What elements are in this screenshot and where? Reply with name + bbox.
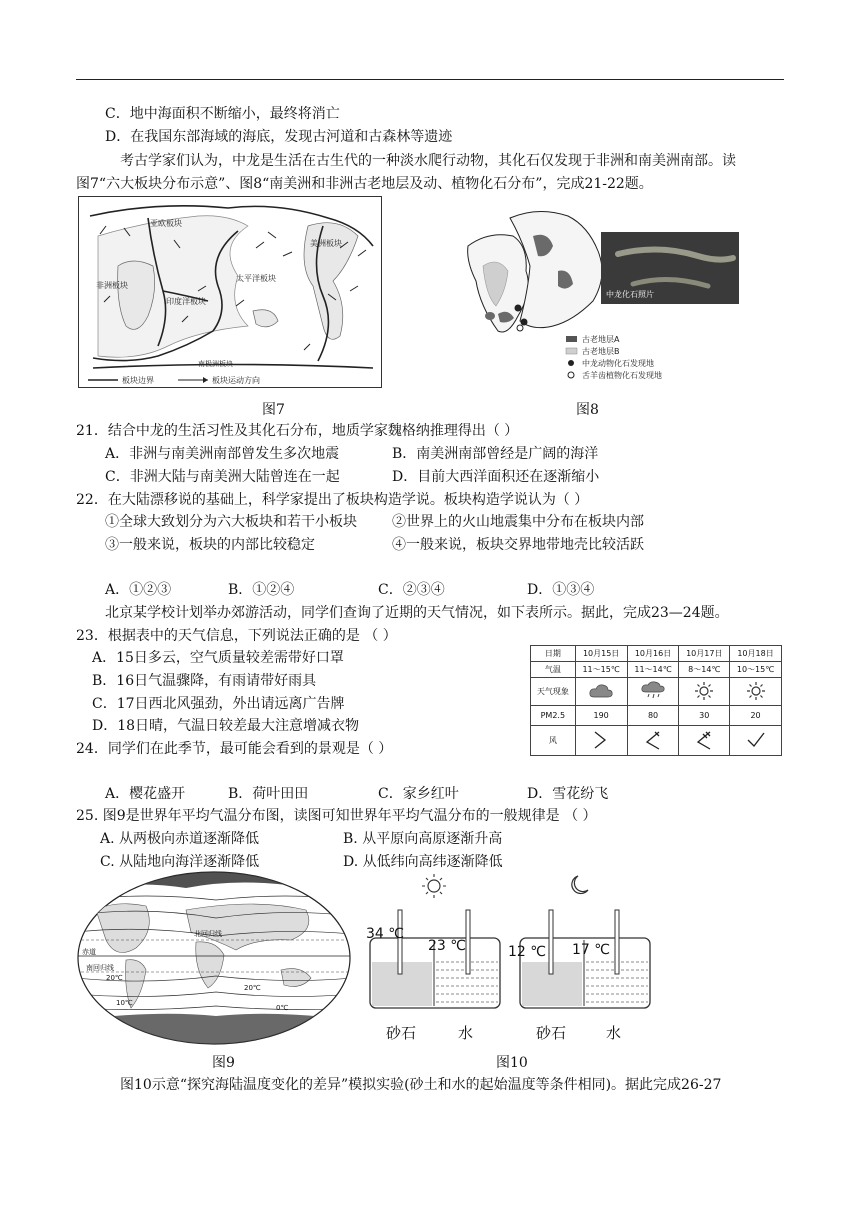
wind-symbol-icon [589, 728, 613, 752]
night-sand-temperature: 12 ℃ [508, 944, 546, 960]
q22-option-d: D．①③④ [527, 582, 595, 598]
q25-option-d: D. 从低纬向高纬逐渐降低 [343, 854, 503, 870]
figure-10-caption: 图10 [496, 1055, 528, 1071]
weather-header-day3: 10月17日 [679, 646, 730, 662]
label-indian-plate: 印度洋板块 [166, 297, 206, 306]
figure-7-caption: 图7 [262, 402, 285, 418]
weather-header-day2: 10月16日 [627, 646, 679, 662]
figure-10-experiment [356, 870, 656, 1050]
label-america-plate: 美洲板块 [310, 239, 342, 248]
q25-stem: 25. 图9是世界年平均气温分布图，读图可知世界年平均气温分布的一般规律是 （ ） [76, 808, 597, 824]
q22-option-b: B．①②④ [228, 582, 295, 598]
intro-paragraph-1: 考古学家们认为，中龙是生活在古生代的一种淡水爬行动物，其化石仅发现于非洲和南美洲南部。读 [120, 153, 736, 169]
sun-icon [694, 681, 714, 701]
label-isotherm-20-east: 20℃ [244, 984, 261, 992]
intro-paragraph-2: 图7“六大板块分布示意”、图8“南美洲和非洲古老地层及动、植物化石分布”，完成21-22题。 [76, 176, 653, 192]
weather-temp-day3: 8～14℃ [679, 662, 730, 678]
legend-plate-motion: 板块运动方向 [212, 376, 260, 385]
weather-wind-label: 风 [531, 726, 576, 756]
label-isotherm-0: 0℃ [276, 1004, 289, 1012]
q24-option-d: D．雪花纷飞 [527, 786, 609, 802]
night-water-temperature: 17 ℃ [572, 942, 610, 958]
header-rule [76, 79, 784, 80]
figure-8-fossil-map [458, 196, 748, 390]
label-eurasia-plate: 亚欧板块 [150, 219, 182, 228]
q24-option-a: A．樱花盛开 [105, 786, 186, 802]
q22-statement-4: ④一般来说，板块交界地带地壳比较活跃 [392, 537, 644, 553]
q21-option-d: D．目前大西洋面积还在逐渐缩小 [392, 469, 600, 485]
weather-pm-label: PM2.5 [531, 706, 576, 726]
label-isotherm-20-west: 20℃ [106, 974, 123, 982]
weather-table [530, 645, 782, 756]
q21-option-c: C．非洲大陆与南美洲大陆曾连在一起 [105, 469, 340, 485]
figure-9-temperature-map [76, 870, 352, 1046]
legend-old-stratum-b: 古老地层B [582, 347, 620, 356]
q22-statement-1: ①全球大致划分为六大板块和若干小板块 [105, 514, 357, 530]
q23-stem: 23．根据表中的天气信息，下列说法正确的是 （ ） [76, 628, 397, 644]
weather-temp-day1: 11～15℃ [575, 662, 627, 678]
weather-phenomenon-label: 天气现象 [531, 678, 576, 706]
bottom-paragraph: 图10示意“探究海陆温度变化的差异”模拟实验(砂土和水的起始温度等条件相同)。据此完成26-27 [120, 1077, 722, 1093]
label-isotherm-10: 10℃ [116, 999, 133, 1007]
weather-pm-day2: 80 [627, 706, 679, 726]
intro-q23-24: 北京某学校计划举办郊游活动，同学们查询了近期的天气情况，如下表所示。据此，完成23—24题。 [105, 605, 729, 621]
label-pacific-plate: 太平洋板块 [236, 274, 276, 283]
option-d-prev: D．在我国东部海域的海底，发现古河道和古森林等遗迹 [105, 129, 453, 145]
q22-option-c: C．②③④ [378, 582, 445, 598]
option-c-prev: C．地中海面积不断缩小，最终将消亡 [105, 106, 340, 122]
day-water-label: 水 [458, 1024, 474, 1042]
q25-option-b: B. 从平原向高原逐渐升高 [343, 831, 503, 847]
label-tropic-of-capricorn: 南回归线 [86, 964, 114, 972]
q21-option-a: A．非洲与南美洲南部曾发生多次地震 [105, 446, 340, 462]
wind-symbol-icon [692, 728, 716, 752]
weather-header-date: 日期 [531, 646, 576, 662]
fossil-photo-label: 中龙化石照片 [606, 290, 654, 299]
sun-icon [746, 681, 766, 701]
wind-symbol-icon [641, 728, 665, 752]
q22-option-a: A．①②③ [105, 582, 172, 598]
q22-statement-2: ②世界上的火山地震集中分布在板块内部 [392, 514, 644, 530]
legend-mesosaurus-site: 中龙动物化石发现地 [582, 359, 654, 368]
q24-option-b: B．荷叶田田 [228, 786, 309, 802]
day-water-temperature: 23 ℃ [428, 938, 466, 954]
q24-stem: 24．同学们在此季节，最可能会看到的景观是（ ） [76, 741, 393, 757]
legend-plate-boundary: 板块边界 [122, 376, 154, 385]
q21-option-b: B．南美洲南部曾经是广阔的海洋 [392, 446, 599, 462]
day-sand-label: 砂石 [386, 1024, 417, 1042]
legend-old-stratum-a: 古老地层A [582, 335, 620, 344]
q23-option-b: B．16日气温骤降，有雨请带好雨具 [92, 673, 317, 689]
label-africa-plate: 非洲板块 [96, 281, 128, 290]
q23-option-d: D．18日晴，气温日较差最大注意增减衣物 [92, 718, 360, 734]
figure-8-caption: 图8 [576, 402, 599, 418]
weather-temp-day2: 11～14℃ [627, 662, 679, 678]
rain-cloud-icon [640, 681, 666, 701]
label-equator: 赤道 [82, 948, 96, 956]
weather-header-day4: 10月18日 [730, 646, 782, 662]
label-antarctic-plate: 南极洲板块 [198, 360, 233, 368]
q22-statement-3: ③一般来说，板块的内部比较稳定 [105, 537, 315, 553]
weather-header-day1: 10月15日 [575, 646, 627, 662]
night-water-label: 水 [606, 1024, 622, 1042]
cloud-icon [588, 682, 614, 700]
night-sand-label: 砂石 [536, 1024, 567, 1042]
sun-icon [422, 874, 446, 898]
day-sand-temperature: 34 ℃ [366, 926, 404, 942]
q23-option-c: C．17日西北风强劲，外出请远离广告牌 [92, 696, 345, 712]
q22-stem: 22．在大陆漂移说的基础上，科学家提出了板块构造学说。板块构造学说认为（ ） [76, 492, 589, 508]
q23-option-a: A．15日多云，空气质量较差需带好口罩 [92, 650, 344, 666]
weather-temp-day4: 10～15℃ [730, 662, 782, 678]
label-tropic-of-cancer: 北回归线 [194, 930, 222, 938]
wind-symbol-icon [744, 728, 768, 752]
q25-option-c: C. 从陆地向海洋逐渐降低 [100, 854, 260, 870]
weather-pm-day3: 30 [679, 706, 730, 726]
weather-pm-day1: 190 [575, 706, 627, 726]
legend-glossopteris-site: 舌羊齿植物化石发现地 [582, 371, 662, 380]
q21-stem: 21．结合中龙的生活习性及其化石分布，地质学家魏格纳推理得出（ ） [76, 423, 519, 439]
q25-option-a: A. 从两极向赤道逐渐降低 [100, 831, 260, 847]
figure-9-caption: 图9 [212, 1055, 235, 1071]
q24-option-c: C．家乡红叶 [378, 786, 459, 802]
weather-temp-label: 气温 [531, 662, 576, 678]
weather-pm-day4: 20 [730, 706, 782, 726]
figure-7-plate-map [78, 196, 382, 388]
moon-icon [572, 876, 588, 894]
